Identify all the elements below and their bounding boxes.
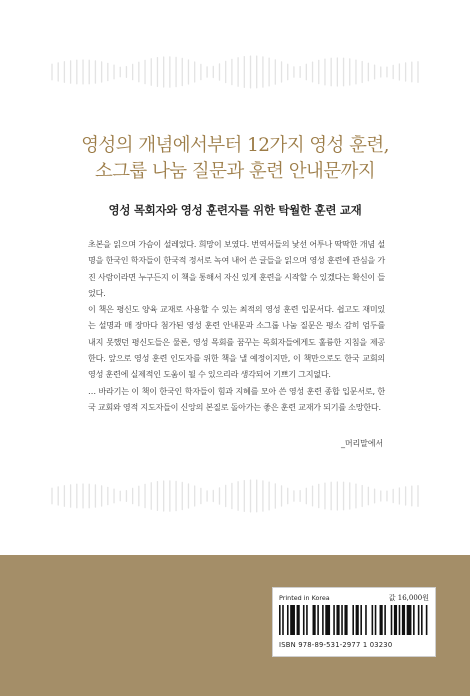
price-label: 값 16,000원	[388, 594, 429, 602]
subtitle: 영성 목회자와 영성 훈련자를 위한 탁월한 훈련 교재	[108, 203, 362, 217]
decorative-wave-top	[50, 52, 420, 92]
body-paragraph-1: 초본을 읽으며 가슴이 설레었다. 희망이 보였다. 번역서들의 낯선 어투나 딱딱한 개념 설명을 한국인 학자들이 한국적 정서로 녹여 내어 쓴 글들을 읽으며 영성 훈련에 관심을 가진 사람이라면 누구든지 이 책을 통해서 자신 있게 훈련을 시작할 수 있겠다는 확신이 들었다.	[88, 239, 385, 298]
headline-line-1: 영성의 개념에서부터 12가지 영성 훈련,	[81, 135, 389, 156]
source-attribution: _머리말에서	[341, 438, 383, 448]
body-text	[88, 236, 385, 415]
barcode-icon	[279, 605, 429, 635]
printed-in-label: Printed in Korea	[279, 594, 330, 602]
headline-line-2: 소그룹 나눔 질문과 훈련 안내문까지	[94, 161, 376, 182]
body-paragraph-2: 이 책은 평신도 양육 교재로 사용할 수 있는 최적의 영성 훈련 입문서다. 쉽고도 재미있는 설명과 매 장마다 첨가된 영성 훈련 안내문과 소그룹 나눔 질문은 평소 감히 엄두를 내지 못했던 평신도들은 물론, 영성 목회를 꿈꾸는 목회자들에게도 훌륭한 지침을 제공한다. 앞으로 영성 훈련 인도자를 위한 책을 낼 예정이지만, 이 책만으로도 한국 교회의 영성 훈련에 실제적인 도움이 될 수 있으리라 생각되어 기쁘기 그지없다.	[88, 304, 385, 380]
barcode-box	[272, 587, 436, 657]
body-paragraph-3: … 바라기는 이 책이 한국인 학자들이 힘과 지혜를 모아 쓴 영성 훈련 종합 입문서로, 한국 교회와 영적 지도자들이 신앙의 본질로 돌아가는 좋은 훈련 교재가 되기를 소망한다.	[88, 385, 385, 412]
isbn-label: ISBN 978-89-531-2977 1 03230	[279, 641, 393, 649]
decorative-wave-bottom	[50, 476, 420, 516]
